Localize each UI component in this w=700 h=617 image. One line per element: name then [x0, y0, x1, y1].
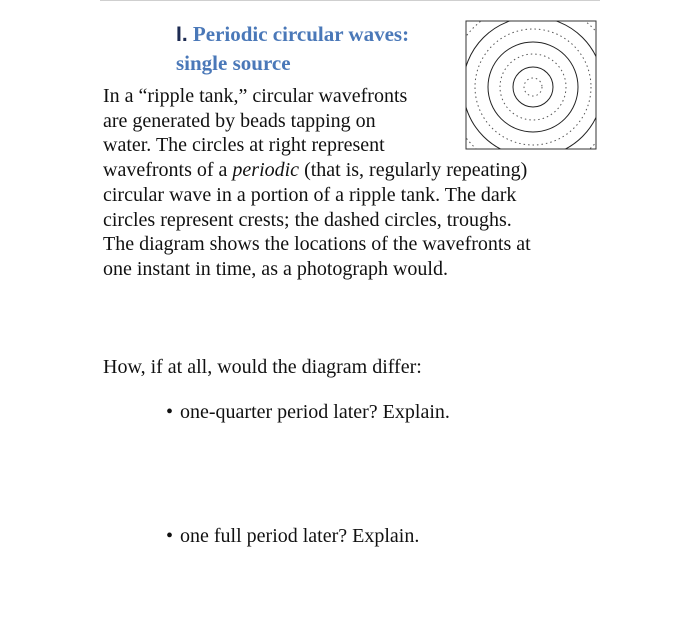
- question-item: [166, 400, 450, 424]
- question-item: [166, 524, 419, 548]
- section-title-line1: Periodic circular waves:: [192, 22, 410, 46]
- section-heading: [176, 20, 409, 78]
- paragraph-line: circles represent crests; the dashed circles, troughs.: [103, 208, 512, 231]
- emphasis-periodic: periodic: [232, 159, 300, 182]
- paragraph-text: wavefronts of a: [103, 159, 233, 182]
- paragraph-line: In a “ripple tank,” circular wavefronts: [103, 85, 408, 107]
- paragraph-line: are generated by beads tapping on: [103, 109, 376, 132]
- paragraph-line: circular wave in a portion of a ripple tank. The dark: [103, 183, 517, 206]
- paragraph-line: The diagram shows the locations of the wavefronts at: [103, 233, 531, 256]
- question-item-text: one-quarter period later? Explain.: [180, 401, 450, 423]
- paragraph-line: one instant in time, as a photograph would.: [103, 257, 448, 280]
- question-item-text: one full period later? Explain.: [180, 525, 420, 547]
- top-divider: [100, 0, 600, 1]
- bullet-icon: •: [166, 401, 174, 423]
- paragraph-line: water. The circles at right represent: [103, 134, 385, 157]
- bullet-icon: •: [166, 525, 174, 547]
- paragraph-text: (that is, regularly repeating): [299, 159, 528, 182]
- intro-paragraph: [103, 84, 603, 282]
- question-prompt: How, if at all, would the diagram differ:: [103, 356, 422, 378]
- section-number: I.: [176, 23, 188, 46]
- section-title-line2: single source: [176, 51, 291, 75]
- paragraph-line: [103, 158, 603, 183]
